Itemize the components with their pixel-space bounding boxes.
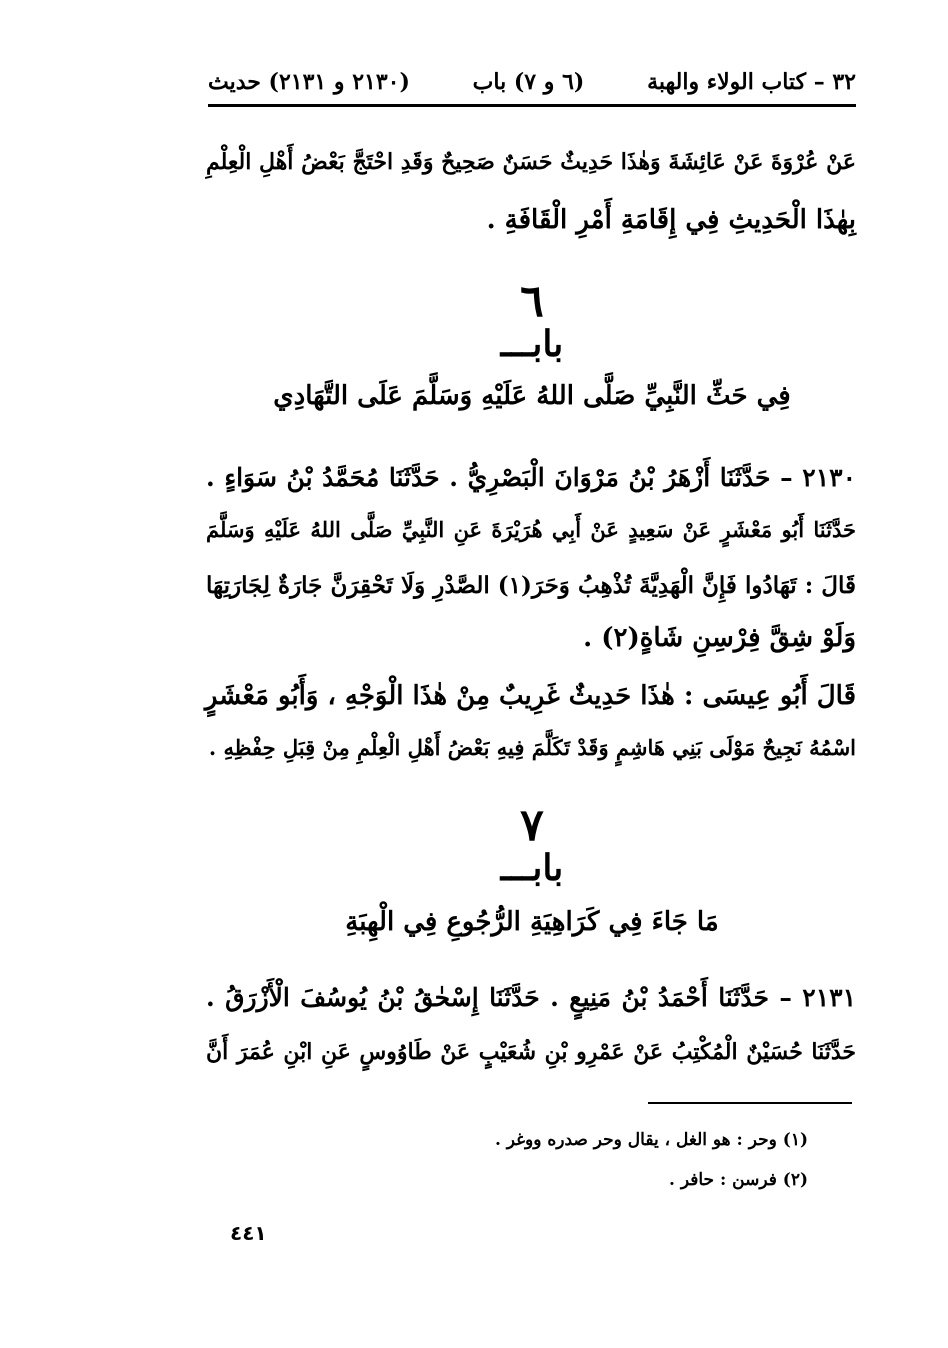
footnote-rule <box>648 1102 852 1104</box>
section-7-subtitle: مَا جَاءَ فِي كَرَاهِيَةِ الرُّجُوعِ فِي الْهِبَةِ <box>345 907 719 937</box>
comment-2130-line-1: قَالَ أَبُو عِيسَى : هٰذَا حَدِيثٌ غَرِيبٌ مِنْ هٰذَا الْوَجْهِ ، وَأَبُو مَعْشَرٍ <box>204 681 856 711</box>
intro-line-1: عَنْ عُرْوَةَ عَنْ عَائِشَةَ وَهٰذَا حَدِيثٌ حَسَنٌ صَحِيحٌ وَقَدِ احْتَجَّ بَعْضُ أَهْلِ الْعِلْمِ <box>206 149 856 175</box>
hadith-2130-line-1: ٢١٣٠ – حَدَّثَنَا أَزْهَرُ بْنُ مَرْوَانَ الْبَصْرِيُّ . حَدَّثَنَا مُحَمَّدُ بْنُ سَوَاءٍ . <box>206 463 856 492</box>
section-6-label: بابـــ <box>500 323 564 365</box>
footnote-2: (٢) فرسن : حافر . <box>669 1170 808 1190</box>
hadith-2130-line-2: حَدَّثَنَا أَبُو مَعْشَرٍ عَنْ سَعِيدٍ عَنْ أَبِي هُرَيْرَةَ عَنِ النَّبِيِّ صَلَّى اللهُ عَلَيْهِ وَسَلَّمَ <box>206 517 856 542</box>
hadith-2130-line-4: وَلَوْ شِقَّ فِرْسِنِ شَاةٍ(٢) . <box>583 623 856 653</box>
section-7-number: ٧ <box>520 800 544 851</box>
comment-2130-line-2: اسْمُهُ نَجِيحٌ مَوْلَى بَنِي هَاشِمٍ وَقَدْ تَكَلَّمَ فِيهِ بَعْضُ أَهْلِ الْعِلْمِ مِنْ قِبَلِ حِفْظِهِ . <box>208 735 856 760</box>
footnote-1: (١) وحر : هو الغل ، يقال وحر صدره ووغر . <box>494 1130 808 1150</box>
header-hadith-range: (٢١٣٠ و ٢١٣١) حديث <box>208 69 410 95</box>
section-7-label: بابـــ <box>500 847 564 889</box>
header-rule <box>208 104 856 107</box>
section-6-number: ٦ <box>520 276 544 327</box>
hadith-2131-line-2: حَدَّثَنَا حُسَيْنٌ الْمُكْتِبُ عَنْ عَمْرِو بْنِ شُعَيْبٍ عَنْ طَاوُوسٍ عَنِ ابْنِ عُمَرَ أَنَّ <box>206 1039 856 1065</box>
header-chapter: (٦ و ٧) باب <box>472 69 585 95</box>
running-header <box>208 64 856 100</box>
hadith-2130-line-3: قَالَ : تَهَادُوا فَإِنَّ الْهَدِيَّةَ تُذْهِبُ وَحَرَ(١) الصَّدْرِ وَلَا تَحْقِرَنَّ جَارَةٌ لِجَارَتِهَا <box>206 572 856 599</box>
page-number: ٤٤١ <box>230 1221 267 1245</box>
header-book-title: ٣٢ – كتاب الولاء والهبة <box>647 69 856 95</box>
section-6-subtitle: فِي حَثِّ النَّبِيِّ صَلَّى اللهُ عَلَيْهِ وَسَلَّمَ عَلَى التَّهَادِي <box>273 381 791 411</box>
intro-line-2: بِهٰذَا الْحَدِيثِ فِي إِقَامَةِ أَمْرِ الْقَافَةِ . <box>486 205 856 235</box>
hadith-2131-line-1: ٢١٣١ – حَدَّثَنَا أَحْمَدُ بْنُ مَنِيعٍ . حَدَّثَنَا إِسْحٰقُ بْنُ يُوسُفَ الْأَزْرَقُ . <box>206 983 856 1012</box>
